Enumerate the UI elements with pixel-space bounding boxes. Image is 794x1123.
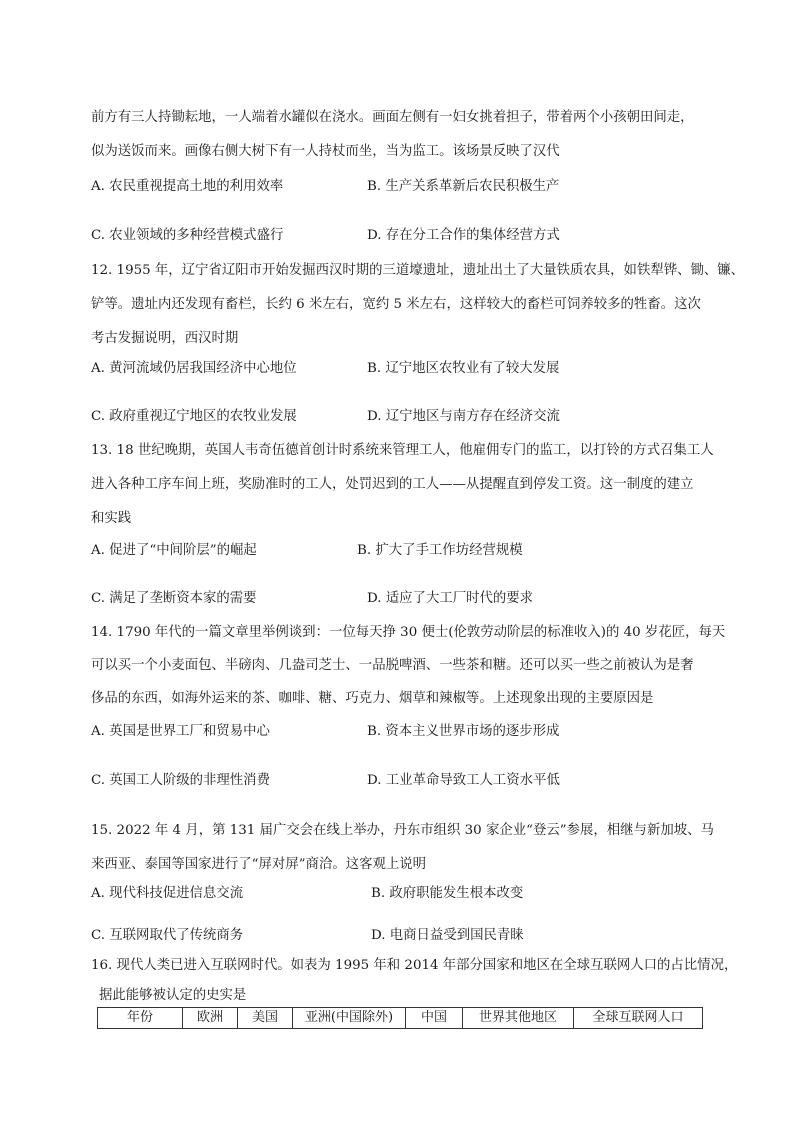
q13-option-b: B. 扩大了手工作坊经营规模	[357, 543, 523, 558]
q12-option-d: D. 辽宁地区与南方存在经济交流	[367, 409, 560, 424]
table-header-cell: 欧洲	[183, 1008, 238, 1029]
q15-option-d: D. 电商日益受到国民青睐	[371, 928, 524, 943]
q12-option-a: A. 黄河流域仍居我国经济中心地位	[91, 361, 297, 376]
q12-line-2: 铲等。遗址内还发现有畜栏，长约 6 米左右，宽约 5 米左右，这样较大的畜栏可饲养较多的牲畜。这次	[91, 297, 701, 312]
q11-line-2: 似为送饭而来。画像右侧大树下有一人持杖而坐，当为监工。该场景反映了汉代	[91, 144, 560, 159]
q13-line-1: 13. 18 世纪晚期，英国人韦奇伍德首创计时系统来管理工人，他雇佣专门的监工，以打铃的方式召集工人	[91, 443, 714, 458]
q14-option-c: C. 英国工人阶级的非理性消费	[91, 773, 270, 788]
internet-population-table	[97, 1007, 703, 1029]
q15-line-2: 来西亚、泰国等国家进行了“屏对屏”商洽。这客观上说明	[91, 857, 427, 872]
table-header-cell: 亚洲(中国除外)	[293, 1008, 406, 1029]
q15-line-1: 15. 2022 年 4 月，第 131 届广交会在线上举办，丹东市组织 30 家企业“登云”参展，相继与新加坡、马	[91, 823, 714, 838]
q11-option-b: B. 生产关系革新后农民积极生产	[367, 179, 560, 194]
table-header-cell: 世界其他地区	[463, 1008, 574, 1029]
q16-line-2: 据此能够被认定的史实是	[99, 988, 247, 1003]
table-header-cell: 美国	[238, 1008, 293, 1029]
q12-option-b: B. 辽宁地区农牧业有了较大发展	[367, 361, 560, 376]
q12-line-3: 考古发掘说明，西汉时期	[91, 331, 239, 346]
table-header-row	[98, 1008, 703, 1029]
table-header-cell: 年份	[98, 1008, 183, 1029]
q13-line-2: 进入各种工序车间上班，奖励准时的工人，处罚迟到的工人——从提醒直到停发工资。这一制度的建立	[91, 477, 694, 492]
q15-option-c: C. 互联网取代了传统商务	[91, 928, 244, 943]
q14-option-d: D. 工业革命导致工人工资水平低	[367, 773, 560, 788]
q13-option-d: D. 适应了大工厂时代的要求	[367, 591, 534, 606]
q15-option-b: B. 政府职能发生根本改变	[371, 886, 524, 901]
q11-option-c: C. 农业领域的多种经营模式盛行	[91, 228, 284, 243]
table-header-cell: 全球互联网人口	[574, 1008, 703, 1029]
q16-line-1: 16. 现代人类已进入互联网时代。如表为 1995 年和 2014 年部分国家和地区在全球互联网人口的占比情况，	[91, 958, 738, 973]
q12-line-1: 12. 1955 年，辽宁省辽阳市开始发掘西汉时期的三道壕遗址，遗址出土了大量铁质农具，如铁犁铧、锄、镰、	[91, 263, 745, 278]
q13-option-c: C. 满足了垄断资本家的需要	[91, 591, 257, 606]
q11-option-a: A. 农民重视提高土地的利用效率	[91, 179, 284, 194]
q15-option-a: A. 现代科技促进信息交流	[91, 886, 244, 901]
q14-line-3: 侈品的东西，如海外运来的茶、咖啡、糖、巧克力、烟草和辣椒等。上述现象出现的主要原因是	[91, 691, 654, 706]
q12-option-c: C. 政府重视辽宁地区的农牧业发展	[91, 409, 297, 424]
q14-line-2: 可以买一个小麦面包、半磅肉、几盎司芝士、一品脱啤酒、一些茶和糖。还可以买一些之前被认为是奢	[91, 658, 694, 673]
q13-option-a: A. 促进了“中间阶层”的崛起	[91, 543, 257, 558]
q14-line-1: 14. 1790 年代的一篇文章里举例谈到：一位每天挣 30 便士(伦敦劳动阶层的标准收入)的 40 岁花匠，每天	[91, 625, 726, 640]
q13-line-3: 和实践	[91, 511, 132, 526]
q11-line-1: 前方有三人持锄耘地，一人端着水罐似在浇水。画面左侧有一妇女挑着担子，带着两个小孩朝田间走，	[91, 110, 694, 125]
q11-option-d: D. 存在分工合作的集体经营方式	[367, 228, 560, 243]
table-header-cell: 中国	[406, 1008, 463, 1029]
q14-option-a: A. 英国是世界工厂和贸易中心	[91, 724, 270, 739]
q14-option-b: B. 资本主义世界市场的逐步形成	[367, 724, 560, 739]
